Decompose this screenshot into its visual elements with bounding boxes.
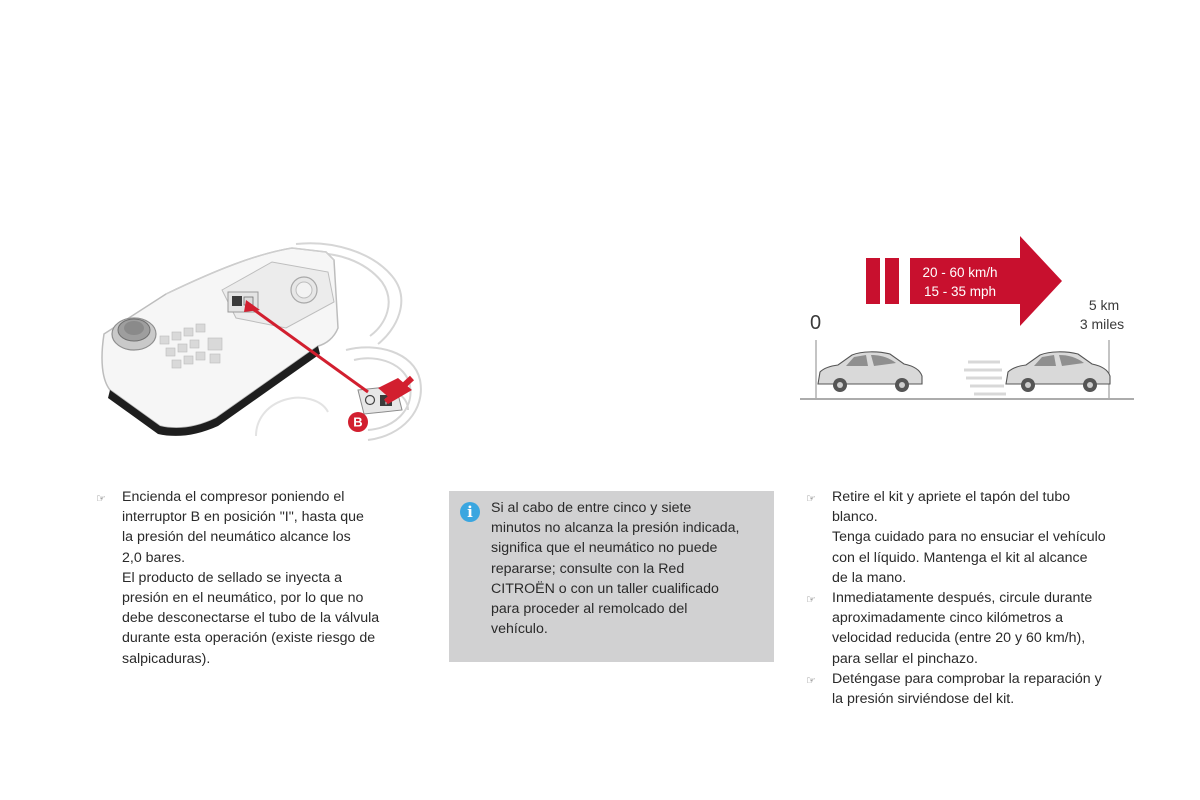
text-line: de la mano. [832, 569, 907, 586]
text-line: Tenga cuidado para no ensuciar el vehículo [832, 529, 1106, 546]
info-note-box [449, 491, 774, 662]
compressor-illustration [96, 240, 422, 450]
text-line: blanco. [832, 509, 878, 526]
text-line: aproximadamente cinco kilómetros a [832, 610, 1064, 627]
text-line: CITROËN o con un taller cualificado [491, 580, 719, 597]
speed-distance-illustration [800, 232, 1134, 404]
instruction-drive [806, 588, 1142, 669]
pressure-dial [112, 318, 156, 350]
right-column [806, 487, 1142, 709]
text-line: Inmediatamente después, circule durante [832, 590, 1093, 607]
instruction-text [832, 669, 1142, 709]
text-line: para proceder al remolcado del [491, 601, 688, 618]
text-line: interruptor B en posición "I", hasta que [122, 509, 364, 526]
car-start-icon [818, 352, 922, 392]
text-line: 2,0 bares. [122, 549, 186, 566]
distance-km-label: 5 km [1088, 297, 1120, 313]
info-note-text [491, 498, 769, 639]
pointing-hand-icon: ☞ [806, 493, 816, 505]
text-line: Encienda el compresor poniendo el [122, 489, 345, 505]
text-line: significa que el neumático no puede [491, 540, 718, 557]
pointing-hand-icon: ☞ [806, 674, 816, 687]
text-line: para sellar el pinchazo. [832, 650, 978, 667]
text-line: Deténgase para comprobar la reparación y [832, 670, 1102, 687]
text-line: debe desconectarse el tubo de la válvula [122, 610, 380, 627]
text-line: durante esta operación (existe riesgo de [122, 630, 376, 647]
start-label: 0 [810, 312, 822, 334]
text-line: salpicaduras). [122, 650, 211, 667]
instruction-text [832, 588, 1142, 669]
text-line: presión en el neumático, por lo que no [122, 590, 364, 607]
speed-kmh-text: 20 - 60 km/h [922, 265, 998, 280]
text-line: velocidad reducida (entre 20 y 60 km/h), [832, 630, 1086, 647]
callout-b-badge [348, 412, 368, 432]
text-line: Retire el kit y apriete el tapón del tubo [832, 489, 1071, 505]
pointing-hand-icon: ☞ [806, 594, 816, 607]
text-line: repararse; consulte con la Red [491, 560, 685, 577]
info-icon: i [460, 502, 480, 522]
speed-mph-text: 15 - 35 mph [923, 284, 997, 299]
text-line: la presión sirviéndose del kit. [832, 691, 1015, 708]
car-moving-icon [1006, 352, 1110, 392]
text-line: Si al cabo de entre cinco y siete [491, 500, 692, 516]
text-line: El producto de sellado se inyecta a [122, 569, 343, 586]
text-line: minutos no alcanza la presión indicada, [491, 520, 740, 537]
instruction-start-compressor [96, 487, 408, 669]
text-line: vehículo. [491, 621, 548, 638]
instruction-text [832, 487, 1142, 588]
left-column [96, 487, 408, 669]
text-line: la presión del neumático alcance los [122, 529, 351, 546]
text-line: con el líquido. Mantenga el kit al alcance [832, 549, 1088, 566]
callout-b-label: B [353, 414, 363, 430]
motion-blur-lines [964, 362, 1006, 394]
instruction-check-pressure [806, 669, 1142, 709]
distance-miles-label: 3 miles [1079, 316, 1125, 332]
speed-arrow [866, 236, 1062, 326]
instruction-text [122, 487, 408, 669]
pointing-hand-icon: ☞ [96, 493, 106, 505]
instruction-remove-kit [806, 487, 1142, 588]
